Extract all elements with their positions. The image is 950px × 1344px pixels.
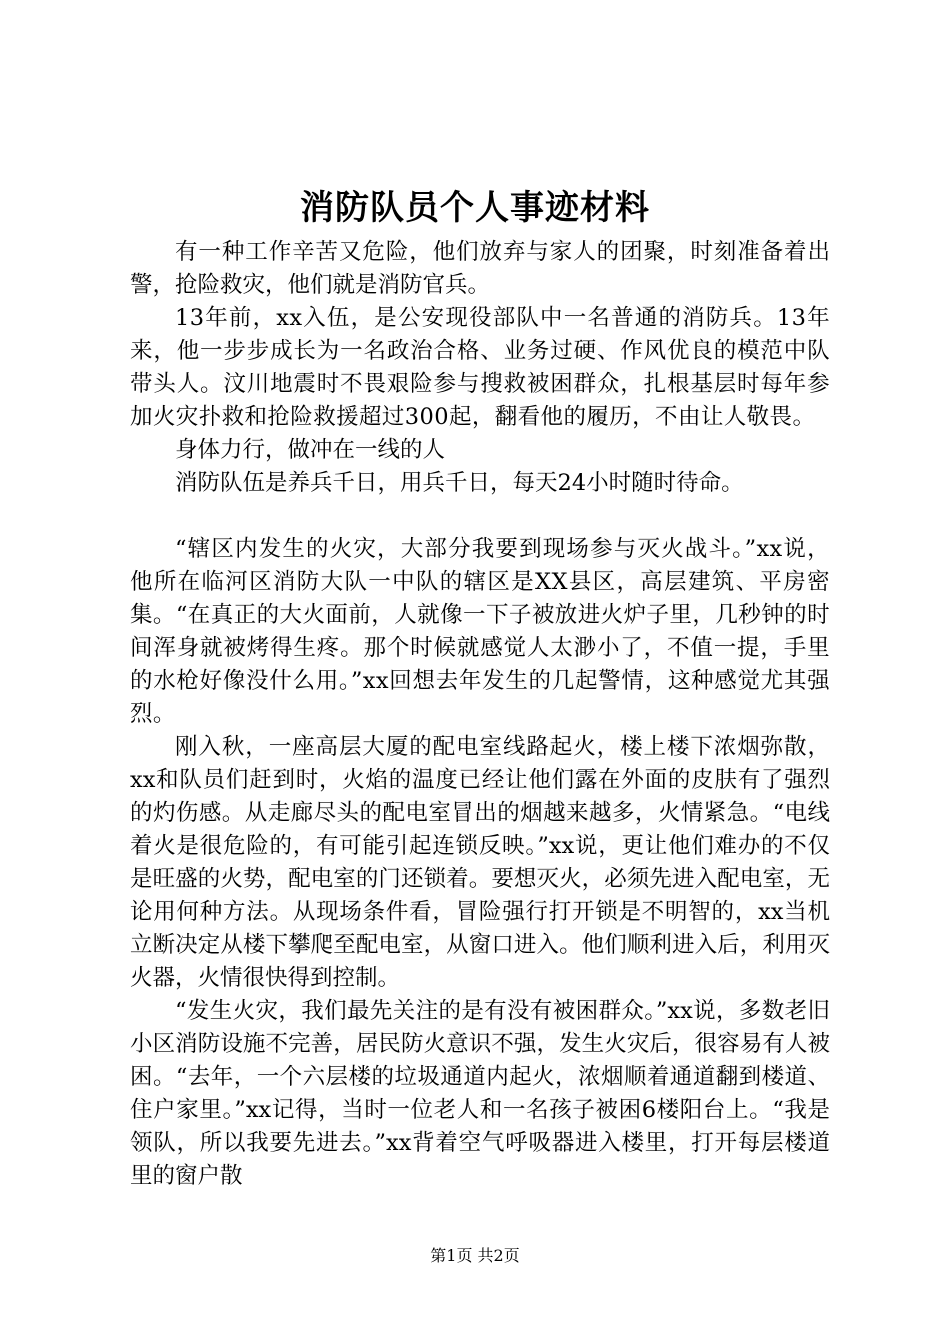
paragraph-autumn-fire: 刚入秋，一座高层大厦的配电室线路起火，楼上楼下浓烟弥散，xx和队员们赶到时，火焰的温度已经让他们露在外面的皮肤有了强烈的灼伤感。从走廊尽头的配电室冒出的烟越来越多，火情紧急。“电线着火是很危险的，有可能引起连锁反映。”xx说，更让他们难办的不仅是旺盛的火势，配电室的门还锁着。要想灭火，必须先进入配电室，无论用何种方法。从现场条件看，冒险强行打开锁是不明智的，xx当机立断决定从楼下攀爬至配电室，从窗口进入。他们顺利进入后，利用灭火器，火情很快得到控制。 (130, 734, 830, 991)
paragraph-intro: 有一种工作辛苦又危险，他们放弃与家人的团聚，时刻准备着出警，抢险救灾，他们就是消防官兵。 (130, 239, 830, 298)
paragraph-district: “辖区内发生的火灾，大部分我要到现场参与灭火战斗。”xx说，他所在临河区消防大队一中队的辖区是XX县区，高层建筑、平房密集。“在真正的大火面前，人就像一下子被放进火炉子里，几秒钟的时间浑身就被烤得生疼。那个时候就感觉人太渺小了，不值一提，手里的水枪好像没什么用。”xx回想去年发生的几起警情，这种感觉尤其强烈。 (130, 536, 830, 727)
page-number: 第1页 共2页 (430, 1246, 520, 1265)
document-body (130, 236, 830, 1193)
paragraph-standby: 消防队伍是养兵千日，用兵千日，每天24小时随时待命。 (175, 470, 744, 496)
paragraph-spacer (130, 500, 830, 533)
document-title: 消防队员个人事迹材料 (300, 188, 650, 228)
paragraph-trapped-residents: “发生火灾，我们最先关注的是有没有被困群众。”xx说，多数老旧小区消防设施不完善，居民防火意识不强，发生火灾后，很容易有人被困。“去年，一个六层楼的垃圾通道内起火，浓烟顺着通道翻到楼道、住户家里。”xx记得，当时一位老人和一名孩子被困6楼阳台上。“我是领队，所以我要先进去。”xx背着空气呼吸器进入楼里，打开每层楼道里的窗户散 (130, 998, 830, 1189)
section-heading: 身体力行，做冲在一线的人 (175, 437, 446, 463)
paragraph-background: 13年前，xx入伍，是公安现役部队中一名普通的消防兵。13年来，他一步步成长为一名政治合格、业务过硬、作风优良的模范中队带头人。汶川地震时不畏艰险参与搜救被困群众，扎根基层时每年参加火灾扑救和抢险救援超过300起，翻看他的履历，不由让人敬畏。 (130, 305, 830, 430)
